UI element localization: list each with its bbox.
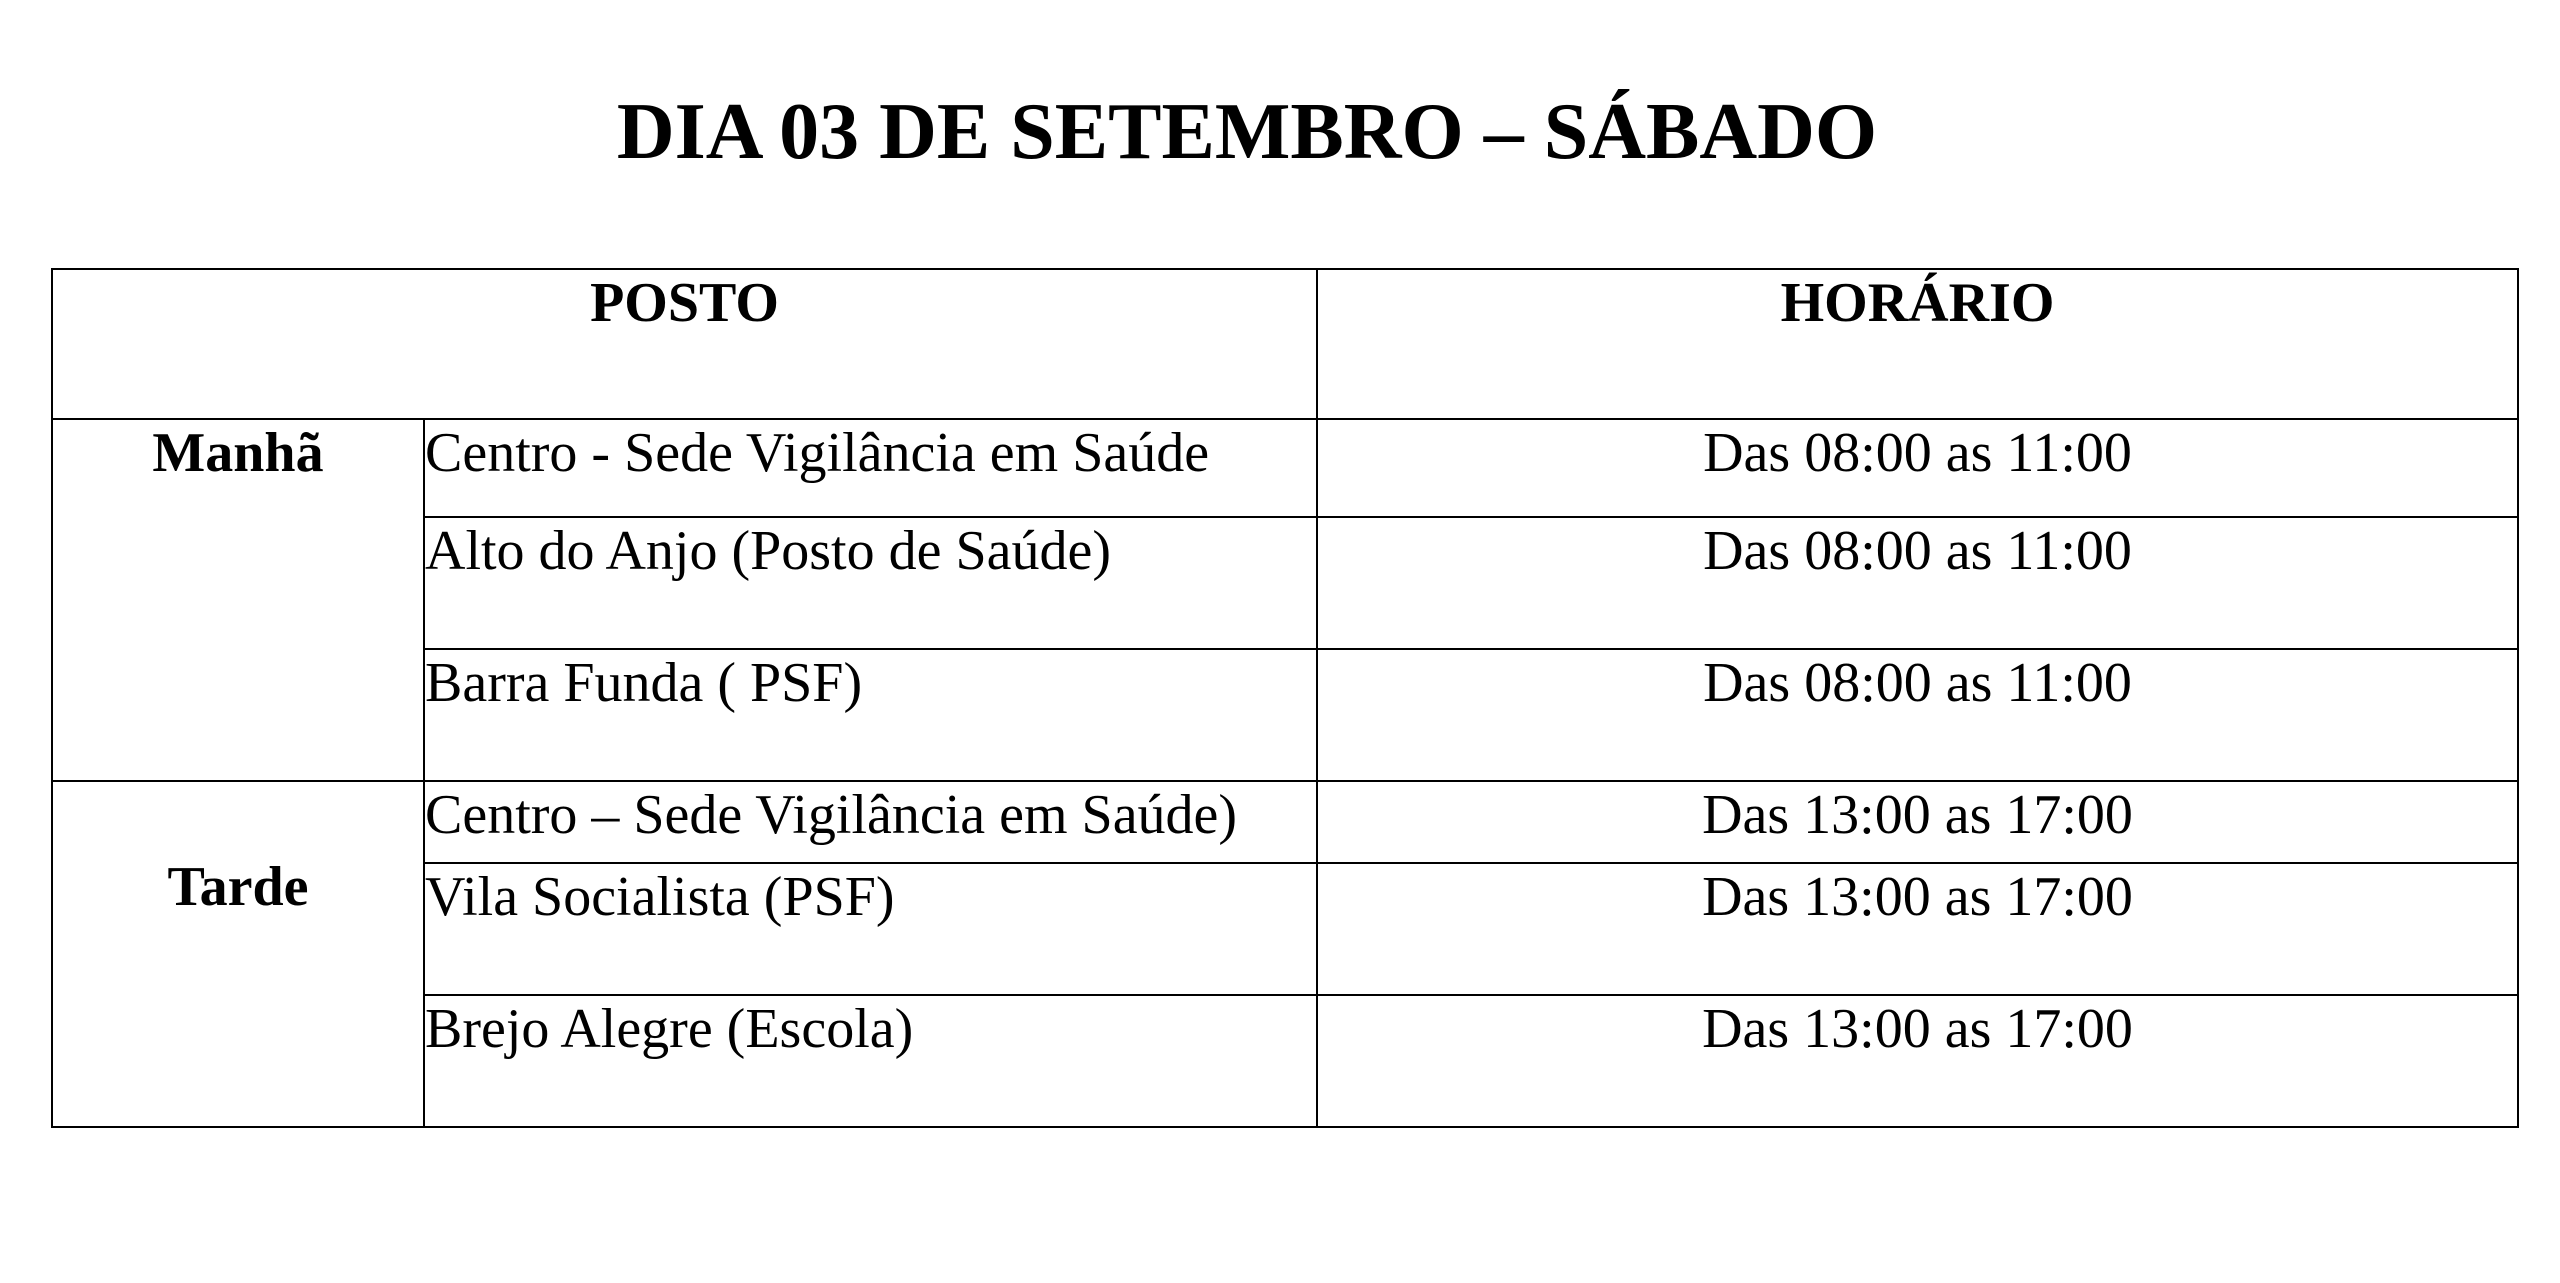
time-cell: Das 13:00 as 17:00 [1317,995,2518,1127]
header-horario: HORÁRIO [1317,269,2518,419]
table-row [52,419,2518,517]
time-cell: Das 13:00 as 17:00 [1317,863,2518,995]
location-cell: Centro - Sede Vigilância em Saúde [424,419,1317,517]
header-posto: POSTO [52,269,1317,419]
location-cell: Barra Funda ( PSF) [424,649,1317,781]
time-cell: Das 08:00 as 11:00 [1317,517,2518,649]
time-cell: Das 08:00 as 11:00 [1317,649,2518,781]
period-cell-morning [52,419,424,781]
location-cell: Alto do Anjo (Posto de Saúde) [424,517,1317,649]
location-cell: Brejo Alegre (Escola) [424,995,1317,1127]
location-cell: Centro – Sede Vigilância em Saúde) [424,781,1317,863]
location-cell: Vila Socialista (PSF) [424,863,1317,995]
period-label: Tarde [167,856,309,918]
table-header-row [52,269,2518,419]
time-cell: Das 13:00 as 17:00 [1317,781,2518,863]
page-title: DIA 03 DE SETEMBRO – SÁBADO [616,88,1878,176]
table-row [52,781,2518,863]
period-label: Manhã [152,422,324,484]
schedule-table [51,268,2519,1128]
time-cell: Das 08:00 as 11:00 [1317,419,2518,517]
period-cell-afternoon [52,781,424,1127]
